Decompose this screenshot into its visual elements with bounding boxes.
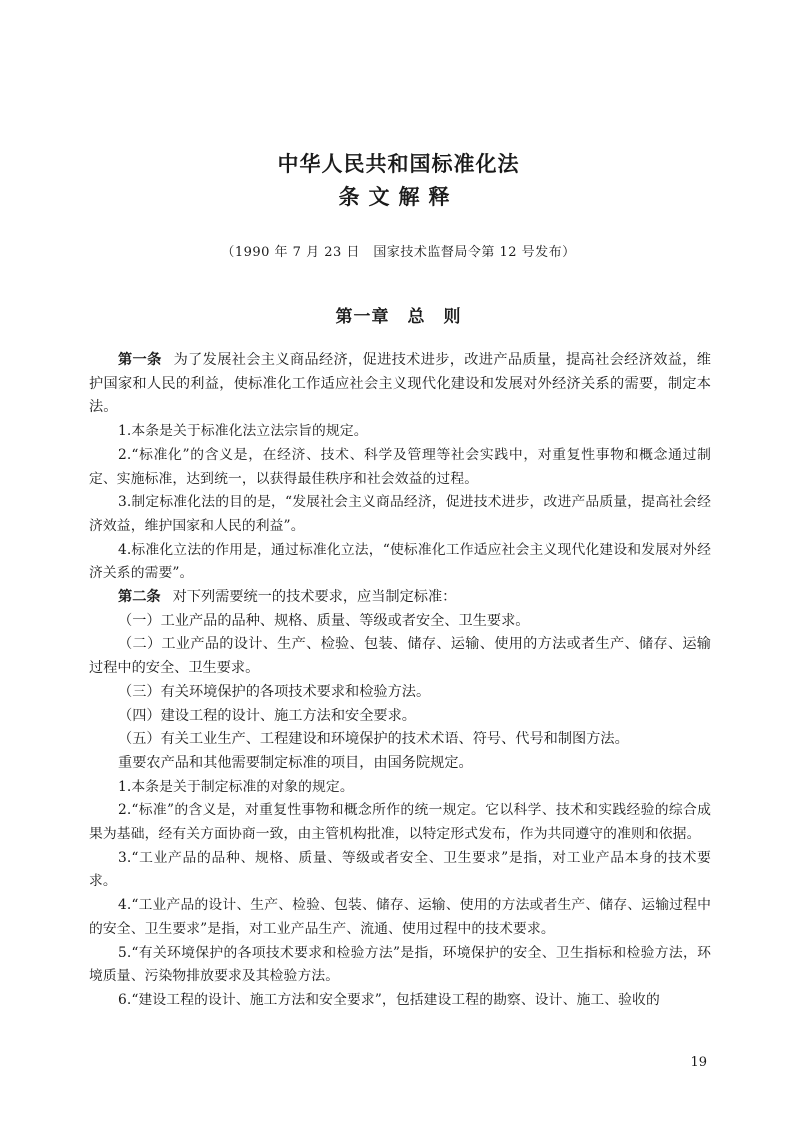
paragraph-text: 2.“标准”的含义是，对重复性事物和概念所作的统一规定。它以科学、技术和实践经验的综合成果为基础，经有关方面协商一致，由主管机构批准，以特定形式发布，作为共同遵守的准则和依据。 bbox=[89, 802, 711, 843]
article-label: 第二条 bbox=[118, 589, 161, 606]
paragraph-text: 重要农产品和其他需要制定标准的项目，由国务院规定。 bbox=[118, 754, 473, 771]
paragraph-text: 3.制定标准化法的目的是，“发展社会主义商品经济，促进技术进步，改进产品质量，提高社会经济效益，维护国家和人民的利益”。 bbox=[89, 494, 711, 534]
issue-info: （1990 年 7 月 23 日 国家技术监督局令第 12 号发布） bbox=[221, 245, 576, 260]
paragraph-text: （四）建设工程的设计、施工方法和安全要求。 bbox=[118, 707, 416, 724]
paragraph bbox=[89, 444, 711, 491]
paragraph bbox=[89, 705, 711, 729]
paragraph bbox=[89, 776, 711, 800]
paragraph-text: 6.“建设工程的设计、施工方法和安全要求”，包括建设工程的勘察、设计、施工、验收的 bbox=[118, 991, 660, 1008]
paragraph bbox=[89, 728, 711, 752]
article-label: 第一条 bbox=[118, 352, 162, 368]
paragraph-text: （二）工业产品的设计、生产、检验、包装、储存、运输、使用的方法或者生产、储存、运输过程中的安全、卫生要求。 bbox=[89, 636, 711, 677]
paragraph-text: 1.本条是关于标准化法立法宗旨的规定。 bbox=[118, 423, 368, 440]
paragraph bbox=[89, 989, 711, 1013]
paragraph-text: 1.本条是关于制定标准的对象的规定。 bbox=[118, 778, 354, 795]
paragraph bbox=[89, 491, 711, 538]
paragraph bbox=[89, 847, 711, 894]
paragraph bbox=[89, 586, 711, 610]
paragraph-text: 3.“工业产品的品种、规格、质量、等级或者安全、卫生要求”是指，对工业产品本身的技术要求。 bbox=[89, 849, 711, 890]
paragraph-text: 4.标准化立法的作用是，通过标准化立法，“使标准化工作适应社会主义现代化建设和发展对外经济关系的需要”。 bbox=[89, 541, 711, 582]
paragraph bbox=[89, 610, 711, 634]
paragraph bbox=[89, 799, 711, 846]
paragraph bbox=[89, 681, 711, 705]
chapter-heading: 第一章 总 则 bbox=[335, 307, 462, 327]
page-number: 19 bbox=[690, 1055, 707, 1070]
paragraph-text: 为了发展社会主义商品经济，促进技术进步，改进产品质量，提高社会经济效益，维护国家和人民的利益，使标准化工作适应社会主义现代化建设和发展对外经济关系的需要，制定本法。 bbox=[89, 352, 711, 416]
paragraph-text: 2.“标准化”的含义是，在经济、技术、科学及管理等社会实践中，对重复性事物和概念通过制定、实施标准，达到统一，以获得最佳秩序和社会效益的过程。 bbox=[89, 446, 711, 487]
body-text bbox=[89, 349, 711, 1013]
page-subtitle: 条文解释 bbox=[338, 184, 459, 209]
paragraph bbox=[89, 894, 711, 941]
paragraph bbox=[89, 539, 711, 586]
paragraph-text: 对下列需要统一的技术要求，应当制定标准： bbox=[172, 589, 457, 606]
paragraph bbox=[89, 349, 711, 420]
paragraph bbox=[89, 633, 711, 680]
paragraph-text: （一）工业产品的品种、规格、质量、等级或者安全、卫生要求。 bbox=[118, 612, 530, 629]
paragraph-text: （五）有关工业生产、工程建设和环境保护的技术术语、符号、代号和制图方法。 bbox=[118, 731, 629, 748]
paragraph bbox=[89, 752, 711, 776]
paragraph bbox=[89, 942, 711, 989]
paragraph-text: 4.“工业产品的设计、生产、检验、包装、储存、运输、使用的方法或者生产、储存、运输过程中的安全、卫生要求”是指，对工业产品生产、流通、使用过程中的技术要求。 bbox=[89, 897, 711, 937]
paragraph bbox=[89, 420, 711, 444]
page-title: 中华人民共和国标准化法 bbox=[277, 151, 520, 176]
paragraph-text: （三）有关环境保护的各项技术要求和检验方法。 bbox=[118, 683, 431, 700]
paragraph-text: 5.“有关环境保护的各项技术要求和检验方法”是指，环境保护的安全、卫生指标和检验方法，环境质量、污染物排放要求及其检验方法。 bbox=[89, 944, 711, 985]
